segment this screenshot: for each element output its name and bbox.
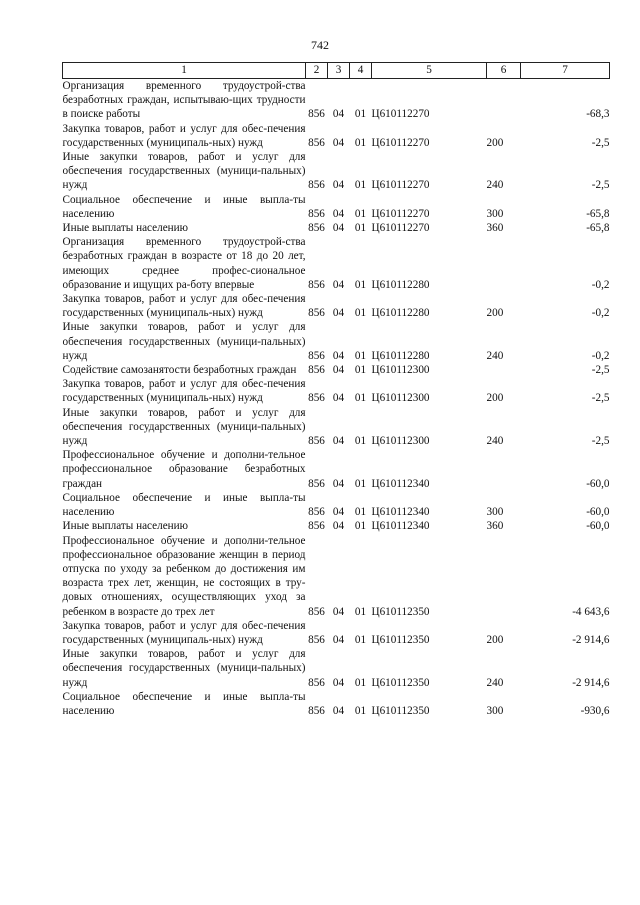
row-admin-code: 856 [308,676,325,689]
row-description: Социальное обеспечение и иные выпла-ты населению [62,491,306,519]
row-admin-code: 856 [308,520,325,533]
row-admin-code: 856 [308,179,325,192]
row-section-code: 04 [332,520,345,533]
row-expense-type: 360 [486,222,504,235]
row-target-article: Ц610112350 [371,676,430,689]
row-description: Социальное обеспечение и иные выпла-ты населению [62,690,306,717]
row-section-code: 04 [332,179,345,192]
row-amount: -2 914,6 [572,633,610,646]
table-row [63,150,610,193]
row-target-article: Ц610112350 [371,704,430,717]
row-subsection-code: 01 [354,278,367,291]
row-subsection-code: 01 [354,179,367,192]
row-section-code: 04 [332,136,345,149]
row-expense-type [487,448,521,491]
row-target-article: Ц610112350 [371,605,430,618]
table-row [63,363,610,377]
row-admin-code: 856 [308,307,325,320]
row-amount: -4 643,6 [572,605,610,618]
row-description: Профессиональное обучение и дополни-тельное профессиональное образование женщин в период отпуска по уходу за ребенком до достижения им возраста трех лет, женщин, не состоящих в тру-довых отношениях, осуществляющих уход за ребенком в возрасте до трех лет [62,534,306,618]
table-row [63,534,610,619]
row-amount: -65,8 [586,222,610,235]
row-amount: -0,2 [591,349,610,362]
row-expense-type: 240 [486,676,504,689]
row-admin-code: 856 [308,349,325,362]
row-expense-type: 360 [486,520,504,533]
table-row [63,320,610,363]
row-admin-code: 856 [308,704,325,717]
row-target-article: Ц610112300 [371,435,430,448]
row-expense-type: 240 [486,435,504,448]
column-header-6: 6 [487,63,521,79]
row-amount: -65,8 [586,207,610,220]
row-expense-type: 240 [486,179,504,192]
row-expense-type: 200 [486,633,504,646]
table-row [63,690,610,718]
row-description: Профессиональное обучение и дополни-тельное профессиональное образование безработных граждан [62,449,306,490]
row-section-code: 04 [332,207,345,220]
row-target-article: Ц610112340 [371,506,430,519]
row-description: Иные выплаты населению [62,222,188,235]
row-amount: -60,0 [586,506,610,519]
row-expense-type: 200 [486,136,504,149]
row-admin-code: 856 [308,222,325,235]
row-description: Организация временного трудоустрой-ства безработных граждан, испытываю-щих трудности в поиске работы [62,80,306,121]
table-row [63,235,610,292]
table-row [63,619,610,647]
column-header-4: 4 [350,63,372,79]
row-section-code: 04 [332,506,345,519]
row-subsection-code: 01 [354,136,367,149]
column-header-1: 1 [63,63,306,79]
row-subsection-code: 01 [354,520,367,533]
row-admin-code: 856 [308,435,325,448]
row-target-article: Ц610112340 [371,477,430,490]
row-admin-code: 856 [308,364,325,377]
row-section-code: 04 [332,704,345,717]
row-admin-code: 856 [308,207,325,220]
table-row [63,292,610,320]
row-description: Иные закупки товаров, работ и услуг для обеспечения государственных (муници-пальных) нужд [62,648,306,689]
row-section-code: 04 [332,278,345,291]
row-admin-code: 856 [308,477,325,490]
row-subsection-code: 01 [354,108,367,121]
row-expense-type [487,235,521,292]
row-description: Иные закупки товаров, работ и услуг для обеспечения государственных (муници-пальных) нужд [62,321,306,362]
row-expense-type [487,363,521,377]
table-row [63,519,610,533]
row-amount: -2,5 [591,435,610,448]
row-amount: -2 914,6 [572,676,610,689]
row-subsection-code: 01 [354,364,367,377]
row-expense-type: 300 [486,506,504,519]
row-description: Иные закупки товаров, работ и услуг для обеспечения государственных (муници-пальных) нужд [62,406,306,448]
page-number: 742 [311,38,329,52]
row-target-article: Ц610112270 [371,179,430,192]
row-subsection-code: 01 [354,605,367,618]
row-description: Социальное обеспечение и иные выпла-ты населению [62,193,306,220]
row-target-article: Ц610112300 [371,392,430,405]
row-section-code: 04 [332,307,345,320]
row-expense-type: 300 [486,704,504,717]
column-header-3: 3 [328,63,350,79]
row-description: Иные закупки товаров, работ и услуг для обеспечения государственных (муници-пальных) нужд [62,151,306,192]
row-subsection-code: 01 [354,633,367,646]
header-row [63,63,610,79]
row-section-code: 04 [332,605,345,618]
row-admin-code: 856 [308,278,325,291]
row-admin-code: 856 [308,633,325,646]
row-target-article: Ц610112300 [371,364,430,377]
row-description: Закупка товаров, работ и услуг для обес-печения государственных (муниципаль-ных) нужд [62,378,306,405]
row-admin-code: 856 [308,136,325,149]
row-expense-type [487,534,521,619]
row-amount: -0,2 [591,278,610,291]
row-expense-type: 240 [486,349,504,362]
row-target-article: Ц610112270 [371,108,430,121]
table-row [63,221,610,235]
row-amount: -2,5 [591,364,610,377]
row-amount: -2,5 [591,179,610,192]
table-row [63,647,610,690]
row-amount: -0,2 [591,307,610,320]
row-section-code: 04 [332,633,345,646]
row-target-article: Ц610112280 [371,307,430,320]
row-subsection-code: 01 [354,349,367,362]
row-description: Содействие самозанятости безработных граждан [62,364,297,377]
row-subsection-code: 01 [354,477,367,490]
row-target-article: Ц610112270 [371,222,430,235]
row-section-code: 04 [332,364,345,377]
budget-table [62,62,610,718]
row-section-code: 04 [332,435,345,448]
column-header-2: 2 [306,63,328,79]
table-row [63,491,610,519]
row-target-article: Ц610112350 [371,633,430,646]
row-section-code: 04 [332,477,345,490]
table-row [63,448,610,491]
row-description: Закупка товаров, работ и услуг для обес-печения государственных (муниципаль-ных) нужд [62,293,306,320]
row-expense-type: 200 [486,392,504,405]
row-admin-code: 856 [308,506,325,519]
row-subsection-code: 01 [354,676,367,689]
row-subsection-code: 01 [354,207,367,220]
column-header-5: 5 [372,63,487,79]
row-target-article: Ц610112270 [371,207,430,220]
table-row [63,406,610,449]
row-amount: -60,0 [586,477,610,490]
row-subsection-code: 01 [354,704,367,717]
table-row [63,79,610,122]
row-expense-type: 300 [486,207,504,220]
row-subsection-code: 01 [354,506,367,519]
row-subsection-code: 01 [354,222,367,235]
row-section-code: 04 [332,108,345,121]
row-admin-code: 856 [308,108,325,121]
row-section-code: 04 [332,349,345,362]
table-row [63,377,610,405]
row-section-code: 04 [332,222,345,235]
row-target-article: Ц610112280 [371,349,430,362]
row-amount: -2,5 [591,392,610,405]
row-subsection-code: 01 [354,435,367,448]
row-target-article: Ц610112340 [371,520,430,533]
row-amount: -930,6 [580,704,610,717]
row-description: Иные выплаты населению [62,520,188,533]
row-section-code: 04 [332,392,345,405]
table-row [63,193,610,221]
row-amount: -68,3 [586,108,610,121]
table-body [63,79,610,719]
row-description: Организация временного трудоустрой-ства безработных граждан в возрасте от 18 до 20 лет, имеющих среднее профес-сиональное образование и ищущих ра-боту впервые [62,236,306,291]
row-subsection-code: 01 [354,307,367,320]
row-admin-code: 856 [308,605,325,618]
row-target-article: Ц610112270 [371,136,430,149]
column-header-7: 7 [521,63,610,79]
row-admin-code: 856 [308,392,325,405]
table-row [63,122,610,150]
row-expense-type [487,79,521,122]
row-amount: -60,0 [586,520,610,533]
row-target-article: Ц610112280 [371,278,430,291]
row-subsection-code: 01 [354,392,367,405]
row-description: Закупка товаров, работ и услуг для обес-печения государственных (муниципаль-ных) нужд [62,619,306,646]
table-header [63,63,610,79]
row-expense-type: 200 [486,307,504,320]
row-amount: -2,5 [591,136,610,149]
row-description: Закупка товаров, работ и услуг для обес-печения государственных (муниципаль-ных) нужд [62,122,306,149]
row-section-code: 04 [332,676,345,689]
